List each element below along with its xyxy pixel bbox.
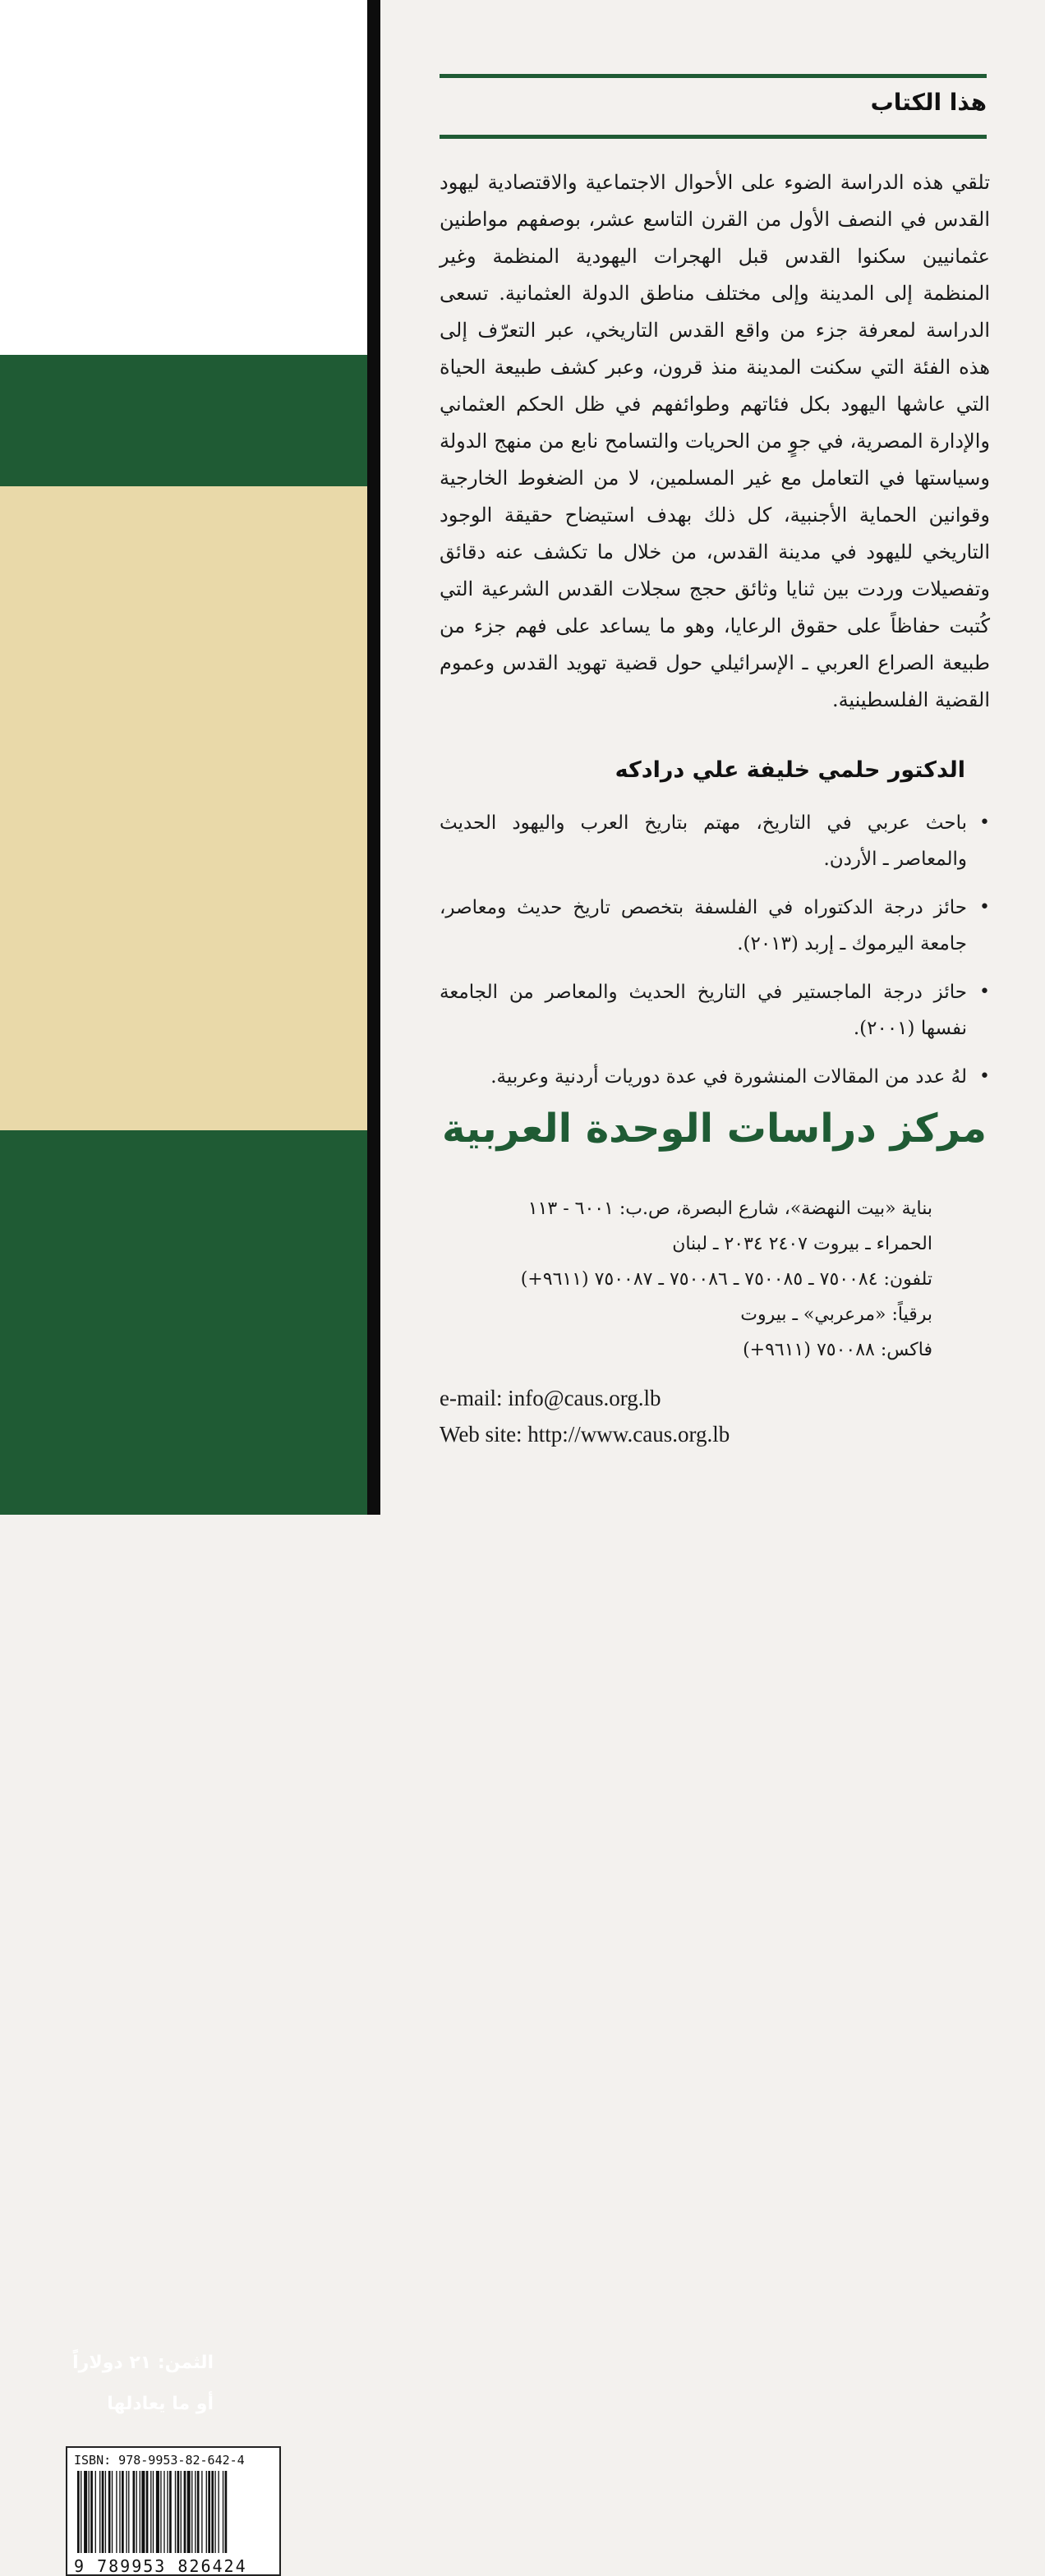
barcode-bar <box>195 2471 196 2553</box>
email-line: e-mail: info@caus.org.lb <box>440 1386 661 1410</box>
barcode-bar <box>146 2471 149 2553</box>
barcode-bar <box>214 2471 215 2553</box>
barcode-bar <box>197 2471 200 2553</box>
barcode-bar <box>77 2471 80 2553</box>
barcode-bar <box>208 2471 210 2553</box>
barcode-bar <box>102 2471 104 2553</box>
bullet-icon: • <box>979 982 990 1002</box>
barcode-bar <box>84 2471 87 2553</box>
barcode-bar <box>211 2471 214 2553</box>
telegram-line: برقياً: «مرعربي» ـ بيروت <box>740 1304 932 1325</box>
bio-item <box>440 805 990 877</box>
phone-line: تلفون: ٧٥٠٠٨٤ ـ ٧٥٠٠٨٥ ـ ٧٥٠٠٨٦ ـ ٧٥٠٠٨٧ (٩٦١١+) <box>520 1269 932 1290</box>
barcode-bar <box>153 2471 154 2553</box>
barcode-bar <box>122 2471 124 2553</box>
bio-text: لهُ عدد من المقالات المنشورة في عدة دوريات أردنية وعربية. <box>490 1066 967 1088</box>
bullet-icon: • <box>979 897 990 918</box>
author-bio-list <box>440 805 990 1107</box>
green-band-bottom <box>0 1130 367 2576</box>
bio-item <box>440 890 990 962</box>
spine-divider-bar <box>367 0 380 1515</box>
barcode-bar <box>108 2471 111 2553</box>
address-line-1: بناية «بيت النهضة»، شارع البصرة، ص.ب: ٦٠٠١ - ١١٣ <box>527 1198 932 1219</box>
barcode-bar <box>167 2471 168 2553</box>
barcode-digits: 9 789953 826424 <box>74 2556 247 2576</box>
price-label: الثمن: ٢١ دولاراً <box>72 2353 214 2373</box>
barcode-bar <box>99 2471 100 2553</box>
website-line: Web site: http://www.caus.org.lb <box>440 1422 730 1447</box>
heading-rule-bottom <box>440 135 987 139</box>
address-line-2: الحمراء ـ بيروت ٢٤٠٧ ٢٠٣٤ ـ لبنان <box>672 1234 932 1254</box>
section-heading-about-book: هذا الكتاب <box>870 89 987 116</box>
barcode-bar <box>187 2471 191 2553</box>
bio-text: باحث عربي في التاريخ، مهتم بتاريخ العرب واليهود الحديث والمعاصر ـ الأردن. <box>440 812 967 870</box>
barcode-bar <box>89 2471 90 2553</box>
barcode-bar <box>160 2471 161 2553</box>
bio-text: حائز درجة الدكتوراه في الفلسفة بتخصص تاريخ حديث ومعاصر، جامعة اليرموك ـ إربد (٢٠١٣). <box>440 897 967 954</box>
book-description: تلقي هذه الدراسة الضوء على الأحوال الاجتماعية والاقتصادية ليهود القدس في النصف الأول من القرن التاسع عشر، بوصفهم مواطنين عثمانيين سكنوا القدس قبل الهجرات اليهودية المنظمة وغير المنظمة إلى المدينة وإلى مختلف مناطق الدولة العثمانية. تسعى الدراسة لمعرفة جزء من واقع القدس التاريخي، عبر التعرّف إلى هذه الفئة التي سكنت المدينة منذ قرون، وعبر كشف طبيعة الحياة التي عاشها اليهود بكل فئاتهم وطوائفهم في ظل الحكم العثماني والإدارة المصرية، في جوٍ من الحريات والتسامح نابع من منهج الدولة وسياستها في التعامل مع غير المسلمين، لا من الضغوط الخارجية وقوانين الحماية الأجنبية، كل ذلك بهدف استيضاح حقيقة الوجود التاريخي لليهود في مدينة القدس، من خلال ما تكشف عنه دقائق وتفصيلات وردت بين ثنايا وثائق حجج سجلات القدس الشرعية التي كُتبت حفاظاً على حقوق الرعايا، وهو ما يساعد على فهم جزء من طبيعة الصراع العربي ـ الإسرائيلي حول قضية تهويد القدس وعموم القضية الفلسطينية. <box>440 171 990 711</box>
barcode-bar <box>90 2471 93 2553</box>
barcode-bar <box>201 2471 202 2553</box>
barcode-bar <box>133 2471 136 2553</box>
barcode-bar <box>206 2471 207 2553</box>
barcode-bar <box>191 2471 192 2553</box>
barcode-bar <box>177 2471 180 2553</box>
bullet-icon: • <box>979 812 990 833</box>
barcode-bar <box>156 2471 159 2553</box>
bullet-icon: • <box>979 1066 990 1087</box>
barcode-bar <box>175 2471 176 2553</box>
publisher-contact <box>440 1191 932 1368</box>
isbn-label: ISBN: 978-9953-82-642-4 <box>74 2453 245 2468</box>
green-band-top <box>0 355 367 486</box>
price-equivalent: أو ما يعادلها <box>107 2394 214 2414</box>
barcode-bar <box>116 2471 117 2553</box>
bio-item <box>440 1059 990 1095</box>
author-name: الدكتور حلمي خليفة علي درادكه <box>615 757 965 783</box>
web-contact <box>440 1380 850 1452</box>
barcode-bar <box>181 2471 182 2553</box>
barcode-bar <box>169 2471 172 2553</box>
barcode-bar <box>225 2471 228 2553</box>
barcode-bar <box>95 2471 96 2553</box>
barcode-bar <box>218 2471 219 2553</box>
barcode-bar <box>141 2471 145 2553</box>
barcode-bar <box>150 2471 151 2553</box>
barcode-bar <box>119 2471 120 2553</box>
beige-block <box>0 486 367 1130</box>
fax-line: فاكس: ٧٥٠٠٨٨ (٩٦١١+) <box>743 1340 932 1360</box>
barcode-image <box>76 2471 273 2556</box>
heading-rule-top <box>440 74 987 78</box>
bio-item <box>440 974 990 1046</box>
barcode-box <box>66 2446 281 2576</box>
barcode-bar <box>163 2471 164 2553</box>
barcode-bar <box>184 2471 186 2553</box>
barcode-bar <box>136 2471 137 2553</box>
barcode-bar <box>128 2471 129 2553</box>
bio-text: حائز درجة الماجستير في التاريخ الحديث والمعاصر من الجامعة نفسها (٢٠٠١). <box>440 982 967 1039</box>
publisher-name: مركز دراسات الوحدة العربية <box>441 1106 987 1152</box>
barcode-bar <box>126 2471 127 2553</box>
barcode-bar <box>112 2471 113 2553</box>
barcode-bar <box>105 2471 106 2553</box>
